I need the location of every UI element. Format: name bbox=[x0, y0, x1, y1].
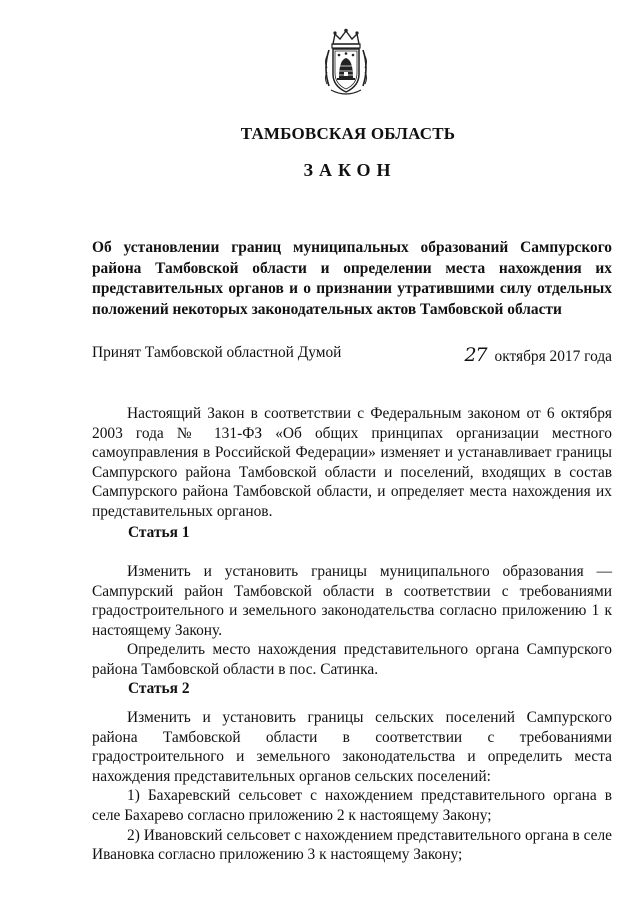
adopted-by-text: Принят Тамбовской областной Думой bbox=[92, 344, 342, 361]
article-1-body bbox=[92, 562, 612, 680]
adoption-day-handwritten: 27 bbox=[464, 344, 487, 366]
tambov-coat-of-arms-icon bbox=[321, 28, 371, 96]
document-type-heading: ЗАКОН bbox=[303, 160, 397, 180]
region-heading: ТАМБОВСКАЯ ОБЛАСТЬ bbox=[240, 124, 456, 143]
law-title: Об установлении границ муниципальных образований Сампурского района Тамбовской области и определении места нахождения их представительных органов и о признании утратившими силу отдельных положений некоторых законодательных актов Тамбовской области bbox=[92, 239, 612, 318]
adoption-date-rest: октября 2017 года bbox=[494, 348, 612, 365]
article-2-item-2: 2) Ивановский сельсовет с нахождением представительного органа в селе Ивановка согласно приложению 3 к настоящему Закону; bbox=[92, 826, 612, 864]
article-2-body bbox=[92, 708, 612, 865]
article-1-paragraph-1: Изменить и установить границы муниципального образования — Сампурский район Тамбовской области в соответствии с требованиями градостроительного и земельного законодательства согласно приложению 1 к настоящему Закону. bbox=[92, 563, 612, 639]
article-2-heading: Статья 2 bbox=[128, 680, 190, 697]
adoption-date bbox=[464, 344, 612, 366]
article-2-item-1: 1) Бахаревский сельсовет с нахождением представительного органа в селе Бахарево согласно приложению 2 к настоящему Закону; bbox=[92, 787, 612, 824]
article-2-paragraph-1: Изменить и установить границы сельских поселений Сампурского района Тамбовской области в соответствии с требованиями градостроительного и земельного законодательства и определить места нахождения представительных органов сельских поселений: bbox=[92, 709, 612, 785]
adoption-line bbox=[92, 344, 612, 366]
intro-paragraph-block bbox=[92, 404, 612, 522]
article-1-paragraph-2: Определить место нахождения представительного органа Сампурского района Тамбовской области в пос. Сатинка. bbox=[92, 641, 612, 678]
article-1-heading: Статья 1 bbox=[128, 524, 190, 541]
intro-paragraph: Настоящий Закон в соответствии с Федеральным законом от 6 октября 2003 года № 131-ФЗ «Об общих принципах организации местного самоуправления в Российской Федерации» изменяет и устанавливает границы Сампурского района Тамбовской области и поселений, входящих в состав Сампурского района Тамбовской области, и определяет места нахождения их представительных органов. bbox=[92, 405, 612, 520]
